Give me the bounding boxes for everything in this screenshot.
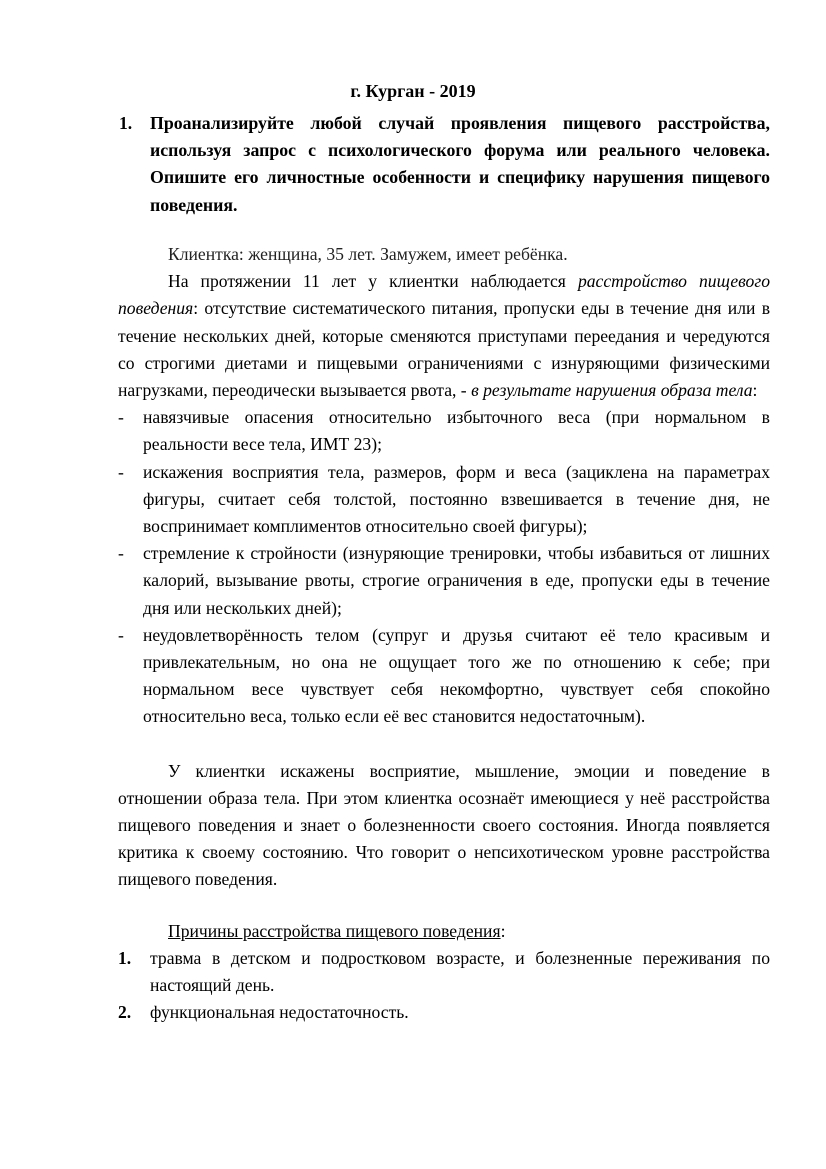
reasons-heading-text: Причины расстройства пищевого поведения	[168, 920, 501, 941]
reasons-heading-colon: :	[500, 920, 506, 941]
dash-marker: -	[118, 461, 124, 482]
list-item-text: травма в детском и подростковом возрасте, и болезненные переживания по настоящий день.	[150, 947, 770, 996]
list-item	[118, 945, 770, 999]
list-number: 1.	[118, 947, 132, 968]
reasons-list	[118, 945, 770, 1027]
list-item-text: неудовлетворённость телом (супруг и друзья считают её тело красивым и привлекательным, но она не ощущает того же по отношению к себе; при нормальном весе чувствует себя некомфортно, чувствует себя спокойно относительно веса, только если её вес становится недостаточным).	[143, 624, 770, 727]
paragraph-conclusion: У клиентки искажены восприятие, мышление, эмоции и поведение в отношении образа тела. При этом клиентка осознаёт имеющиеся у неё расстройства пищевого поведения и знает о болезненности своего состояния. Иногда появляется критика к своему состоянию. Что говорит о непсихотическом уровне расстройства пищевого поведения.	[118, 760, 770, 890]
list-number: 2.	[118, 1002, 132, 1023]
task-number: 1.	[119, 113, 133, 133]
list-item	[118, 622, 770, 731]
dash-marker: -	[118, 407, 124, 428]
city-year-heading: г. Курган - 2019	[350, 81, 476, 101]
paragraph-text: : отсутствие систематического питания, пропуски еды в течение дня или в течение нескольких дней, которые сменяются приступами переедания и чередуются со строгими диетами и пищевыми ограничениями с изнуряющими физическими нагрузками, переодически вызывается рвота, -	[118, 298, 770, 401]
list-item	[118, 404, 770, 458]
list-item-text: стремление к стройности (изнуряющие тренировки, чтобы избавиться от лишних калорий, вызывание рвоты, строгие ограничения в еде, пропуски еды в течение дня или нескольких дней);	[143, 543, 770, 618]
spacer	[118, 894, 770, 918]
symptoms-list	[118, 404, 770, 730]
paragraph-disorder-description	[118, 268, 770, 404]
document-body	[118, 241, 770, 1026]
list-item	[118, 999, 770, 1026]
task-block	[119, 110, 770, 219]
paragraph-text: :	[752, 380, 758, 401]
task-text: Проанализируйте любой случай проявления пищевого расстройства, используя запрос с психологического форума или реального человека. Опишите его личностные особенности и специфику нарушения пищевого поведения.	[150, 113, 770, 215]
list-item-text: функциональная недостаточность.	[150, 1002, 409, 1023]
list-item	[118, 540, 770, 622]
list-item	[118, 459, 770, 541]
dash-marker: -	[118, 624, 124, 645]
dash-marker: -	[118, 543, 124, 564]
emphasis-body-image: в результате нарушения образа тела	[471, 380, 753, 401]
client-description: Клиентка: женщина, 35 лет. Замужем, имеет ребёнка.	[168, 244, 568, 264]
paragraph-text: На протяжении 11 лет у клиентки наблюдается	[168, 271, 578, 292]
emphasis-disorder: расстройство пищевого поведения	[118, 271, 770, 319]
list-item-text: искажения восприятия тела, размеров, форм и веса (зациклена на параметрах фигуры, считает себя толстой, постоянно взвешивается в течение дня, не воспринимает комплиментов относительно своей фигуры);	[143, 461, 770, 537]
list-item-text: навязчивые опасения относительно избыточного веса (при нормальном в реальности весе тела, ИМТ 23);	[143, 407, 770, 455]
reasons-heading	[118, 918, 770, 945]
spacer	[118, 731, 770, 758]
